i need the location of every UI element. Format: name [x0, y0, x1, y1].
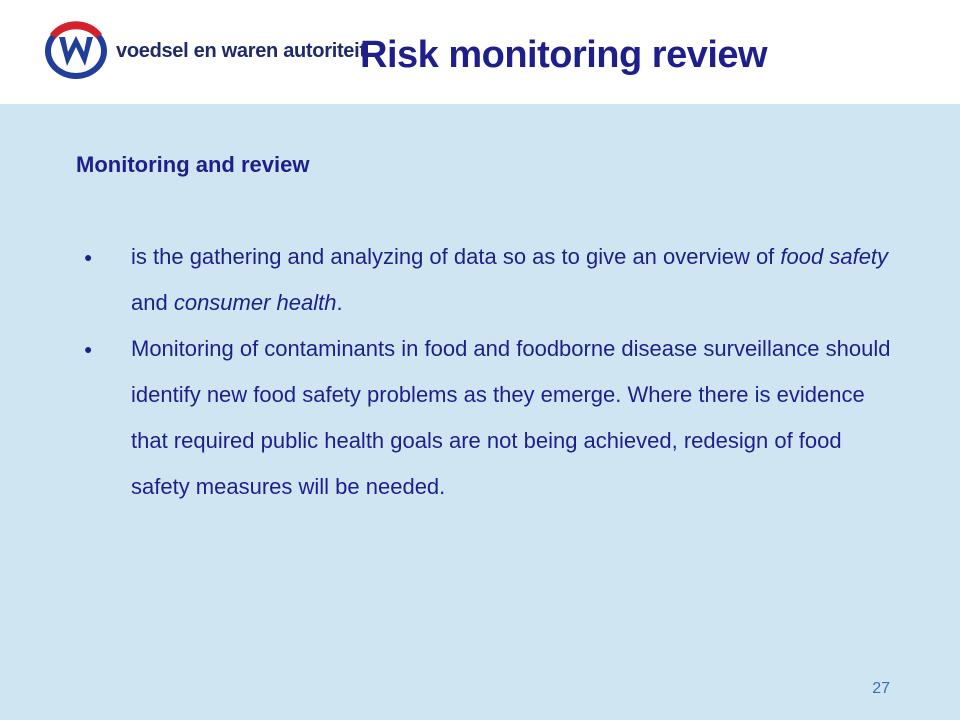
- bullet-emphasis: consumer health: [173, 290, 337, 315]
- slide-title: Risk monitoring review: [360, 34, 768, 76]
- bullet-dot-icon: ●: [84, 341, 93, 357]
- bullet-text: Monitoring of contaminants in food and foodborne disease surveillance should identify new food safety problems as they emerge. Where there is evidence that required public health goals are not being achieved, redesign of food safety measures will be needed.: [131, 336, 891, 499]
- bullet-text: .: [336, 290, 343, 315]
- bullet-item: [76, 326, 896, 510]
- bullet-text: and: [131, 290, 174, 315]
- vwa-logo-icon: [42, 20, 110, 82]
- page-number: 27: [872, 680, 890, 697]
- organization-name: voedsel en waren autoriteit: [116, 40, 366, 62]
- slide-header: [0, 0, 960, 104]
- section-heading: Monitoring and review: [76, 152, 310, 177]
- bullet-emphasis: food safety: [780, 244, 889, 269]
- bullet-text: is the gathering and analyzing of data so as to give an overview of: [131, 244, 781, 269]
- slide-content: [0, 104, 960, 720]
- bullet-list: [76, 234, 896, 510]
- bullet-item: [76, 234, 896, 326]
- bullet-dot-icon: ●: [84, 249, 93, 265]
